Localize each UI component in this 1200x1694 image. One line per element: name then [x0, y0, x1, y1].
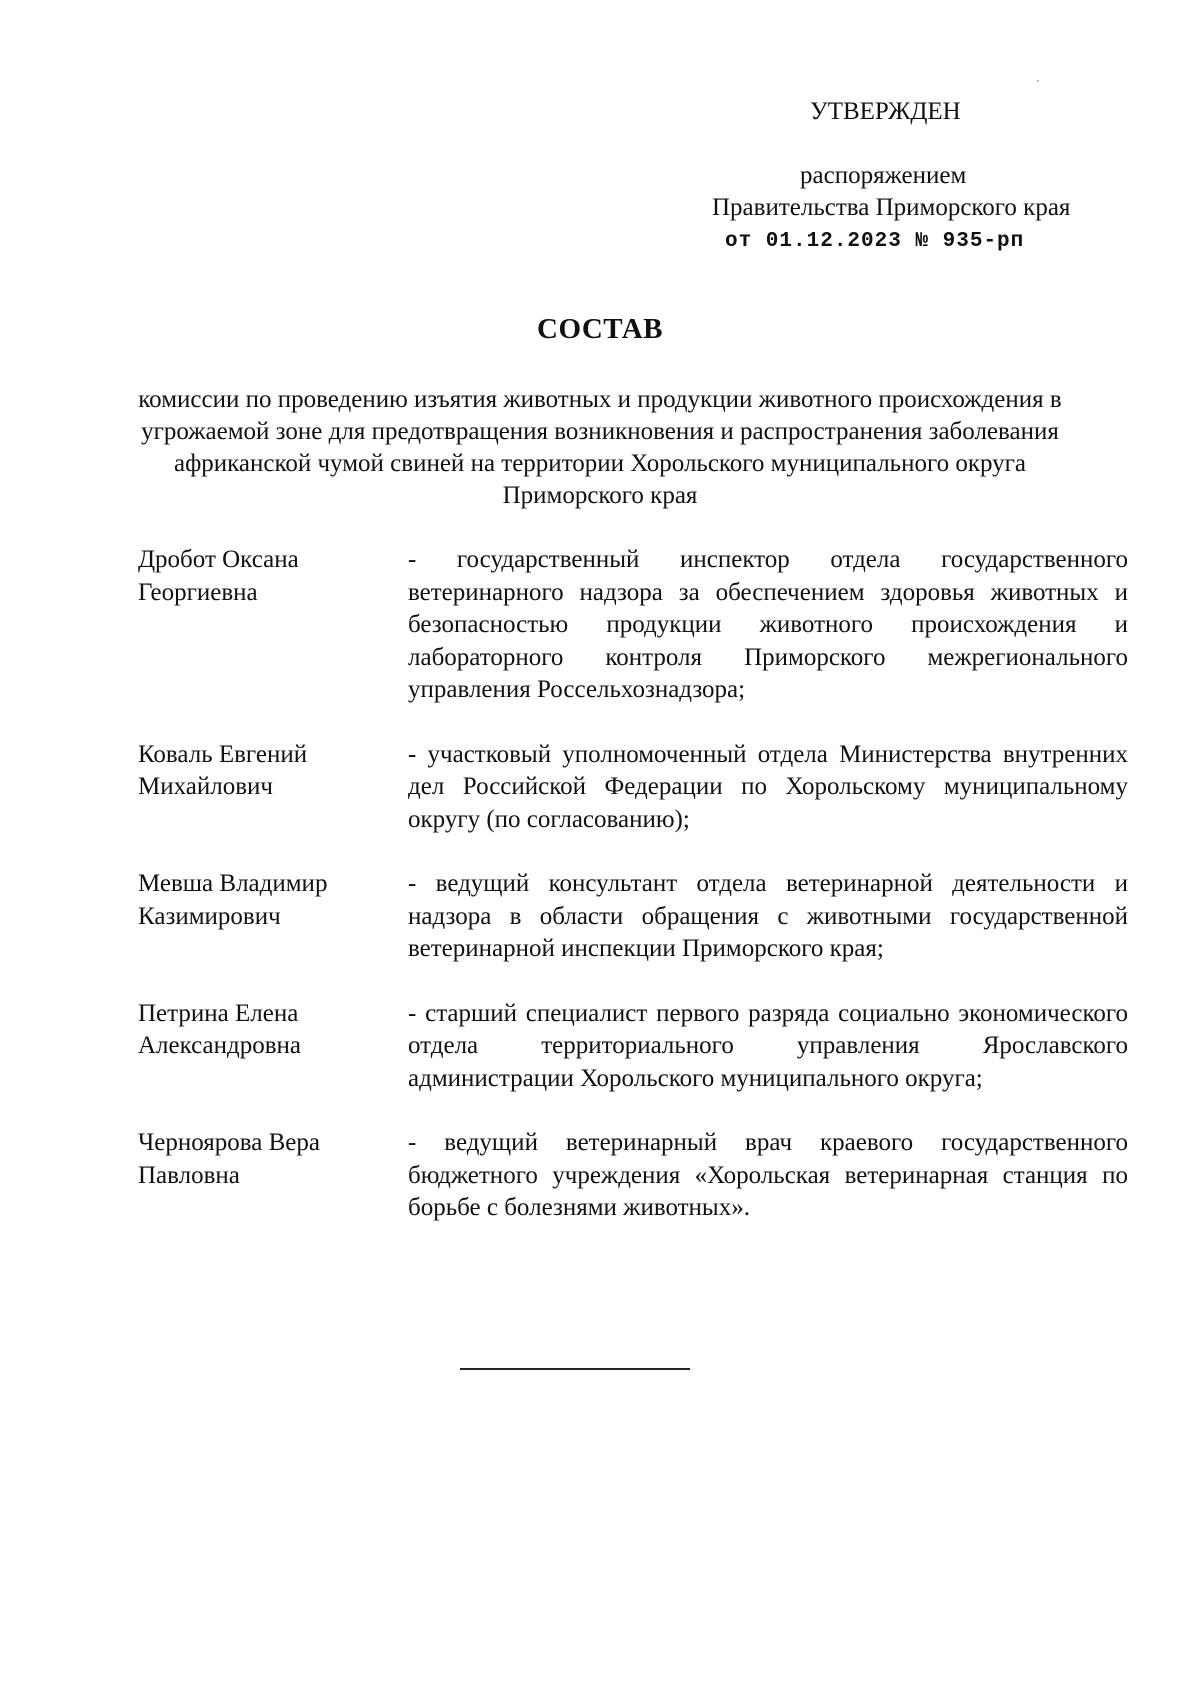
member-entry	[138, 1127, 1128, 1225]
member-name: Коваль Евгений Михайлович	[138, 740, 308, 800]
approval-order-label: распоряжением	[800, 162, 967, 189]
member-name: Дробот Оксана Георгиевна	[138, 546, 299, 606]
members-list	[138, 544, 1128, 1257]
member-role: - участковый уполномоченный отдела Министерства внутренних дел Российской Федерации по Хорольскому муниципальному округу (по согласованию);	[408, 740, 1128, 833]
member-role: - государственный инспектор отдела государственного ветеринарного надзора за обеспечением здоровья животных и безопасностью продукции животного происхождения и лабораторного контроля Приморского межрегионального управления Россельхознадзора;	[408, 546, 1128, 703]
member-name: Петрина Елена Александровна	[138, 999, 302, 1059]
member-role: - ведущий консультант отдела ветеринарной деятельности и надзора в области обращения с животными государственной ветеринарной инспекции Приморского края;	[408, 870, 1128, 962]
member-name: Черноярова Вера Павловна	[138, 1129, 320, 1189]
member-entry	[138, 739, 1128, 837]
member-entry	[138, 544, 1128, 707]
scan-artifact	[1037, 80, 1039, 82]
end-of-list-rule	[460, 1368, 690, 1370]
member-role: - старший специалист первого разряда социально экономического отдела территориального управления Ярославского администрации Хорольского муниципального округа;	[408, 999, 1128, 1092]
member-entry	[138, 998, 1128, 1096]
document-subtitle: комиссии по проведению изъятия животных и продукции животного происхождения в угрожаемой зоне для предотвращения возникновения и распространения заболевания африканской чумой свиней на территории Хорольского муниципального округа Приморского края	[138, 386, 1062, 509]
member-entry	[138, 868, 1128, 966]
approval-date-number: от 01.12.2023 № 935-рп	[725, 230, 1025, 253]
approved-heading: УТВЕРЖДЕН	[810, 98, 961, 125]
approval-government: Правительства Приморского края	[712, 194, 1071, 221]
member-role: - ведущий ветеринарный врач краевого государственного бюджетного учреждения «Хорольская ветеринарная станция по борьбе с болезнями животных».	[408, 1129, 1128, 1221]
document-title: СОСТАВ	[537, 313, 663, 345]
member-name: Мевша Владимир Казимирович	[138, 870, 328, 930]
